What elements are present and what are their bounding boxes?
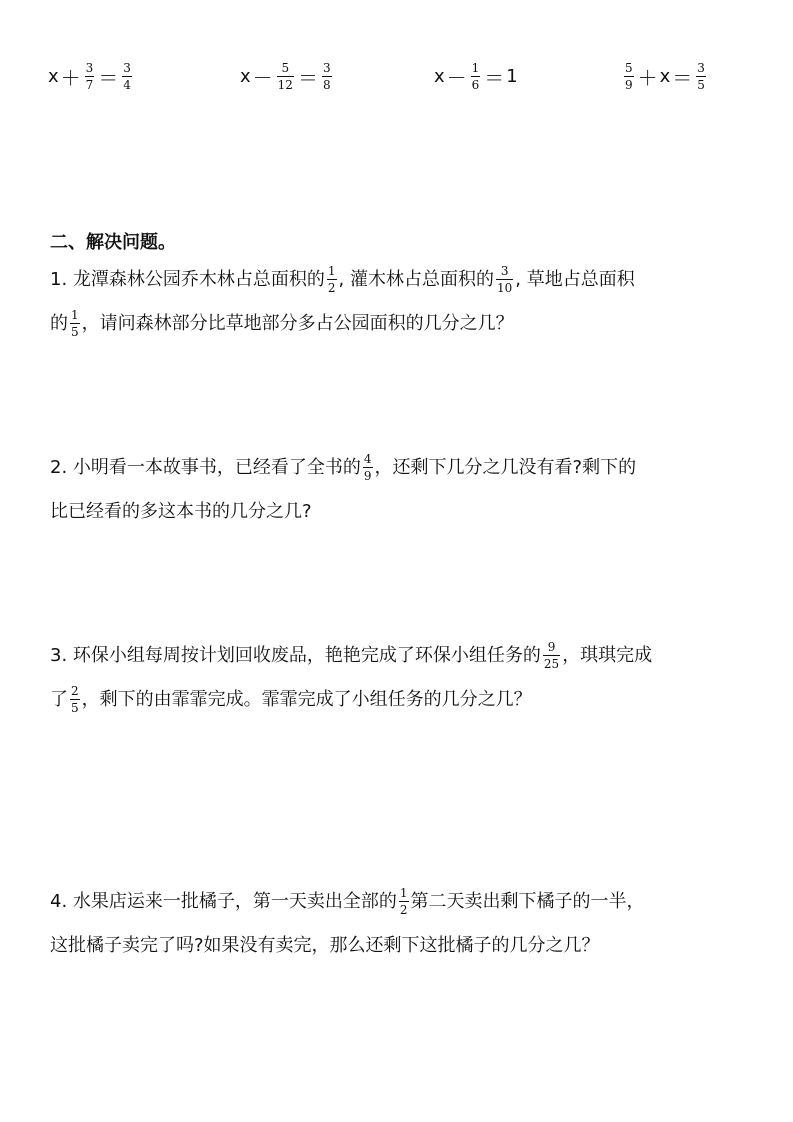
fraction: $\frac{1}{2}$ <box>399 885 408 917</box>
problem-3 <box>50 634 750 722</box>
fraction: $\frac{1}{2}$ <box>327 263 336 295</box>
problem-line: 了 $\frac{2}{5}$ ，剩下的由霏霏完成。霏霏完成了小组任务的几分之几？ <box>50 683 532 715</box>
fraction: $\frac{1}{5}$ <box>71 307 79 339</box>
problem-line: 1. 龙潭森林公园乔木林占总面积的 $\frac{1}{2}$ , 灌木林占总面积的 $\frac{3}{10}$ , 草地占总面积 <box>50 263 635 295</box>
problem-4 <box>50 880 750 968</box>
fraction: $\frac{3}{5}$ <box>697 60 705 92</box>
equals-sign: ＝ <box>297 65 318 90</box>
fraction: $\frac{9}{25}$ <box>543 639 560 671</box>
operator: ＋ <box>60 65 81 90</box>
variable-x: x <box>434 65 445 87</box>
fraction: $\frac{1}{6}$ <box>471 60 480 92</box>
equation-1 <box>48 58 134 94</box>
fraction: $\frac{4}{9}$ <box>363 451 372 483</box>
operator: － <box>252 65 273 90</box>
equals-sign: ＝ <box>484 65 505 90</box>
variable-x: x <box>659 65 671 87</box>
problem-2 <box>50 446 750 534</box>
variable-x: x <box>240 65 251 87</box>
fraction: $\frac{3}{7}$ <box>85 60 94 92</box>
fraction: $\frac{2}{5}$ <box>71 683 79 715</box>
equation-3 <box>434 58 518 94</box>
equation-2 <box>240 58 334 94</box>
fraction: $\frac{5}{12}$ <box>277 60 293 92</box>
equals-sign: ＝ <box>98 65 119 90</box>
equation-4 <box>622 58 708 94</box>
problem-line: 比已经看的多这本书的几分之几? <box>50 501 312 522</box>
problem-line: 4. 水果店运来一批橘子，第一天卖出全部的 $\frac{1}{2}$ 第二天卖出剩下橘子的一半， <box>50 885 645 917</box>
operator: － <box>446 65 467 90</box>
right-value: 1 <box>506 65 518 87</box>
problem-line: 2. 小明看一本故事书，已经看了全书的 $\frac{4}{9}$ ，还剩下几分之几没有看?剩下的 <box>50 451 637 483</box>
variable-x: x <box>48 65 59 87</box>
problem-line: 3. 环保小组每周按计划回收废品，艳艳完成了环保小组任务的 $\frac{9}{25}$ ，琪琪完成 <box>50 639 653 671</box>
problem-line: 这批橘子卖完了吗?如果没有卖完，那么还剩下这批橘子的几分之几？ <box>50 935 600 956</box>
fraction: $\frac{3}{4}$ <box>123 60 131 92</box>
problem-line: 的 $\frac{1}{5}$ ，请问森林部分比草地部分多占公园面积的几分之几？ <box>50 307 514 339</box>
equals-sign: ＝ <box>672 65 693 90</box>
fraction: $\frac{5}{9}$ <box>625 60 633 92</box>
problem-1 <box>50 258 750 346</box>
operator: ＋ <box>637 65 658 90</box>
fraction: $\frac{3}{10}$ <box>497 263 513 295</box>
fraction: $\frac{3}{8}$ <box>322 60 331 92</box>
section-title: 二、解决问题。 <box>50 232 176 253</box>
